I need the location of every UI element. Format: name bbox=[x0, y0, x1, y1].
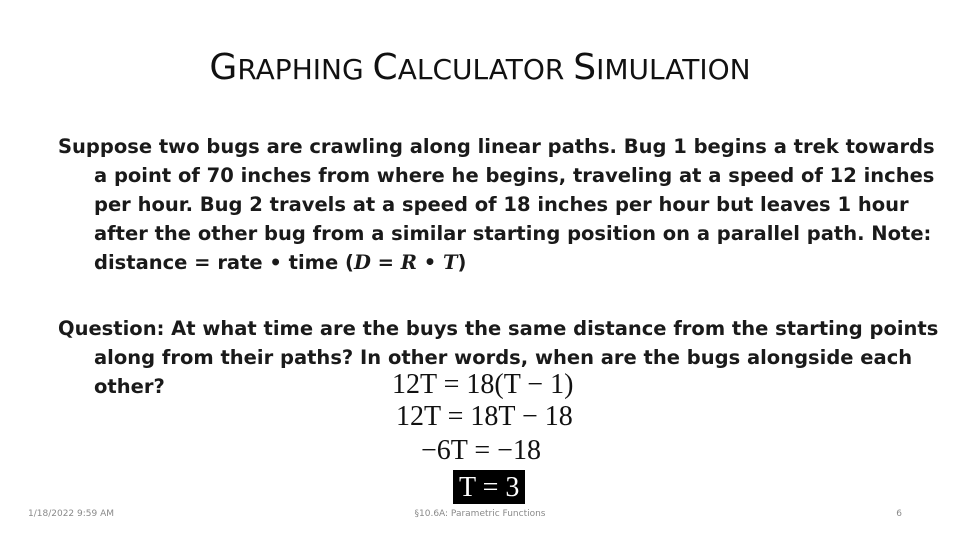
answer-highlight: T = 3 bbox=[453, 470, 525, 504]
footer-section-title: §10.6A: Parametric Functions bbox=[414, 509, 546, 519]
equation-line-1: 12T = 18(T − 1) bbox=[392, 369, 574, 400]
problem-statement bbox=[58, 132, 944, 277]
title-initial-s: S bbox=[573, 47, 597, 88]
footer-date: 1/18/2022 9:59 AM bbox=[28, 509, 115, 519]
title-rest-imulation: IMULATION bbox=[596, 53, 751, 86]
title-rest-raphing: RAPHING bbox=[237, 53, 373, 86]
equation-line-3: −6T = −18 bbox=[421, 435, 541, 466]
equation-line-2: 12T = 18T − 18 bbox=[396, 401, 573, 432]
title-rest-alculator: ALCULATOR bbox=[397, 53, 574, 86]
problem-text: Suppose two bugs are crawling along linear paths. Bug 1 begins a trek towards a point of 70 inches from where he begins, traveling at a speed of 12 inches per hour. Bug 2 travels at a speed of 18 inches per hour but leaves 1 hour after the other bug from a similar starting position on a parallel path. Note: distance = rate • time ( bbox=[58, 135, 935, 274]
distance-formula: D = R • T bbox=[353, 251, 458, 274]
slide-title bbox=[0, 47, 960, 88]
title-initial-c: C bbox=[372, 47, 398, 88]
formula-close-paren: ) bbox=[457, 251, 467, 274]
footer-page-number: 6 bbox=[896, 509, 902, 519]
question-text: Question: At what time are the buys the same distance from the starting points along from their paths? In other words, when are the bugs alongside each other? bbox=[58, 317, 939, 398]
title-initial-g: G bbox=[209, 47, 238, 88]
